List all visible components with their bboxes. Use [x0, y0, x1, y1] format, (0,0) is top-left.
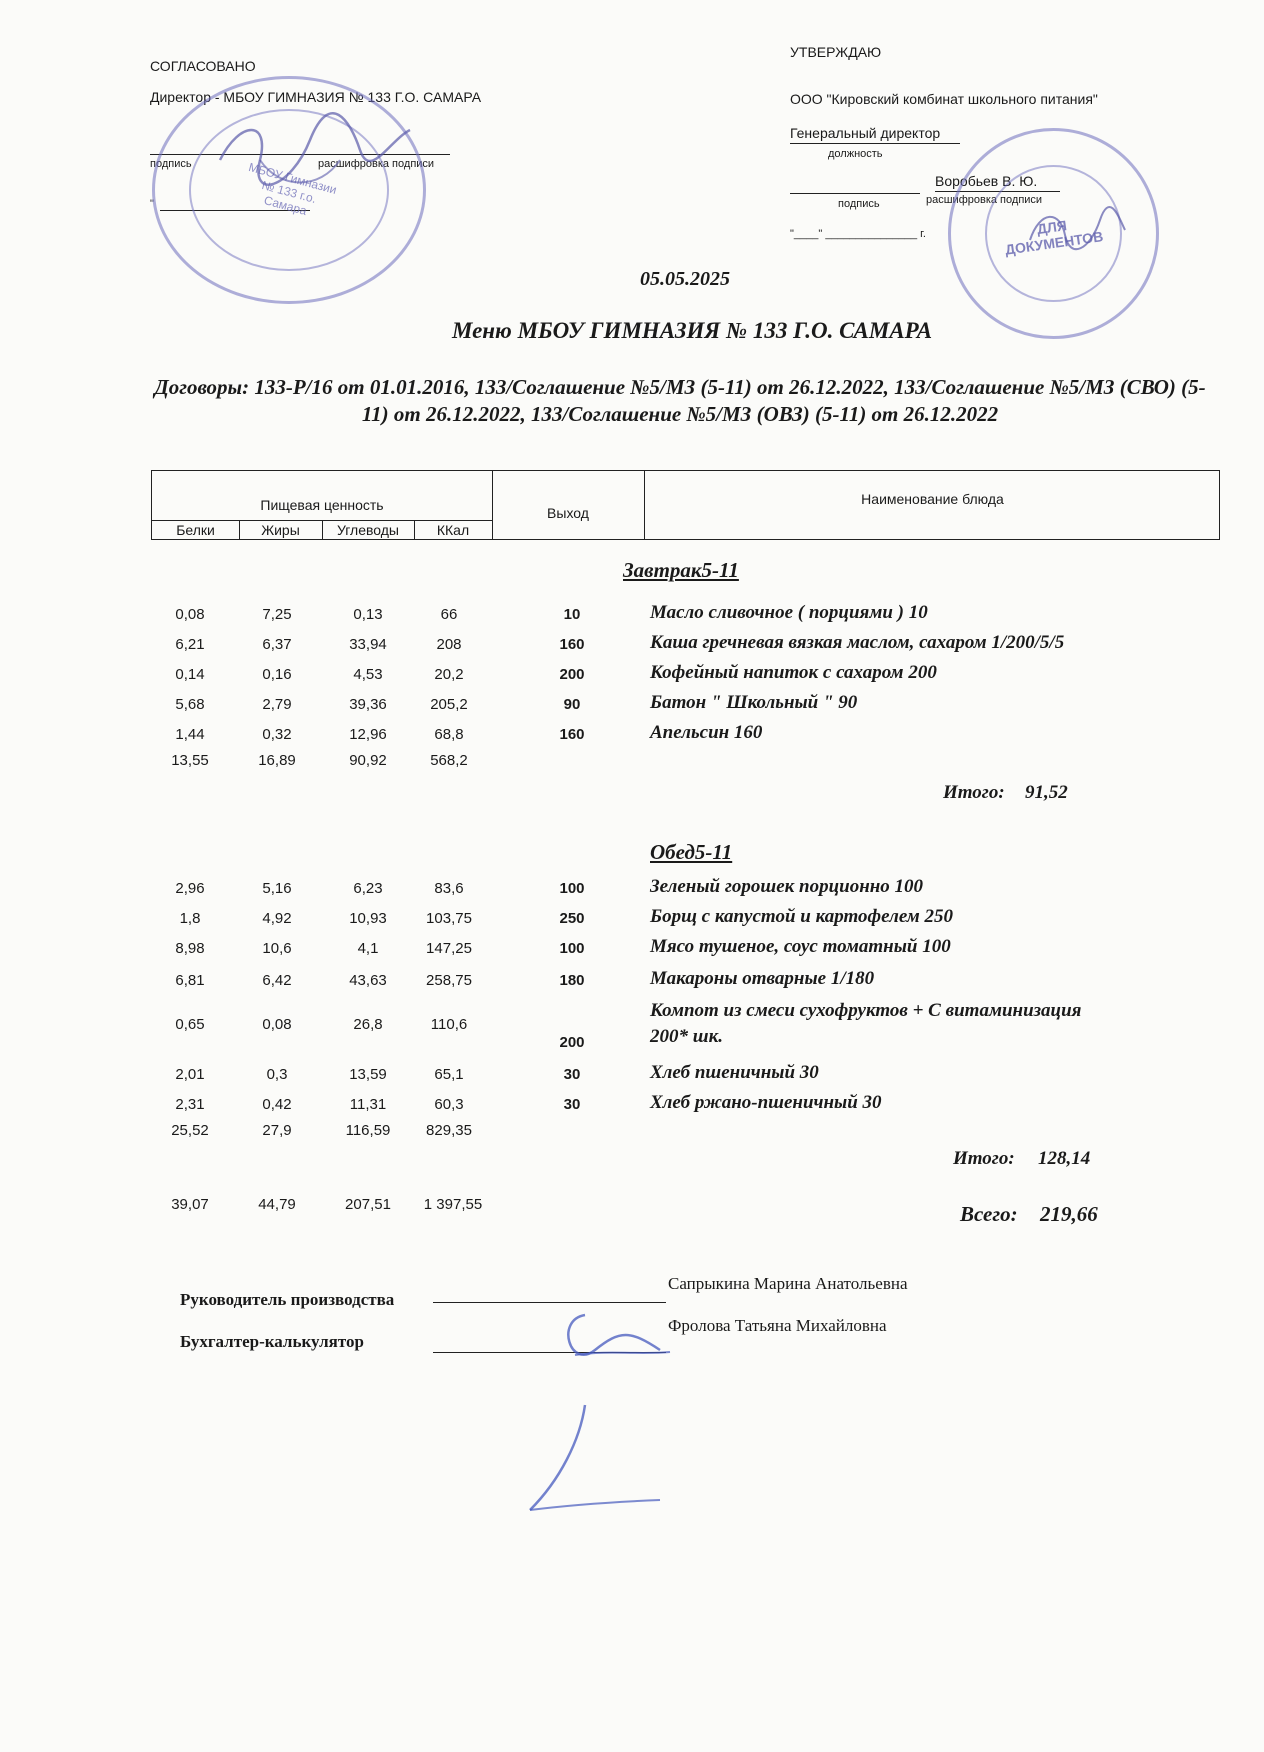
lunch-proteins-cell: 8,98	[175, 940, 205, 957]
lunch-sum-fats: 27,9	[262, 1122, 292, 1139]
menu-date: 05.05.2025	[640, 268, 730, 290]
lunch-carbs-cell: 13,59	[349, 1066, 387, 1083]
breakfast-carbs-cell: 0,13	[353, 606, 383, 623]
header-kcal: ККал	[436, 522, 470, 538]
breakfast-sum-fats: 16,89	[258, 752, 296, 769]
approval-right-position-line	[790, 143, 960, 144]
signature-role-accountant: Бухгалтер-калькулятор	[180, 1332, 364, 1351]
lunch-carbs-cell: 43,63	[349, 972, 387, 989]
breakfast-proteins-cell: 6,21	[175, 636, 205, 653]
breakfast-kcal-cell: 66	[440, 606, 458, 623]
approval-right-signature-line	[790, 193, 920, 194]
breakfast-dish-name: Каша гречневая вязкая маслом, сахаром 1/200/5/5	[650, 632, 1065, 653]
breakfast-proteins-cell: 1,44	[175, 726, 205, 743]
breakfast-output-cell: 90	[563, 696, 581, 713]
approval-right-heading: УТВЕРЖДАЮ	[790, 44, 882, 60]
menu-title: Меню МБОУ ГИМНАЗИЯ № 133 Г.О. САМАРА	[451, 318, 933, 343]
grand-total-label: Всего:	[960, 1202, 1018, 1226]
approval-left-decode-label: расшифровка подписи	[318, 158, 435, 170]
header-fats: Жиры	[261, 522, 300, 538]
lunch-kcal-cell: 60,3	[434, 1096, 464, 1113]
signature-line-production	[433, 1302, 666, 1303]
round-stamp-right-text: ДЛЯ ДОКУМЕНТОВ	[1004, 217, 1105, 258]
lunch-carbs-cell: 6,23	[353, 880, 383, 897]
breakfast-fats-cell: 2,79	[262, 696, 292, 713]
director-signature-right	[1020, 200, 1130, 260]
grand-sum-carbs: 207,51	[345, 1196, 391, 1213]
lunch-dish-name: Компот из смеси сухофруктов + С витаминизация	[650, 1000, 1082, 1021]
approval-right-date-line: "____" _______________ г.	[790, 228, 926, 240]
header-proteins: Белки	[176, 522, 215, 538]
grand-sum-fats: 44,79	[258, 1196, 296, 1213]
breakfast-output-cell: 200	[559, 666, 585, 683]
lunch-total-label: Итого:	[953, 1148, 1015, 1169]
breakfast-kcal-cell: 208	[436, 636, 462, 653]
header-nutrition: Пищевая ценность	[260, 497, 384, 513]
lunch-dish-name: Борщ с капустой и картофелем 250	[650, 906, 954, 927]
lunch-sum-carbs: 116,59	[345, 1122, 391, 1139]
lunch-output-cell: 100	[559, 880, 585, 897]
lunch-proteins-cell: 2,96	[175, 880, 205, 897]
lunch-kcal-cell: 258,75	[426, 972, 472, 989]
breakfast-fats-cell: 0,16	[262, 666, 292, 683]
lunch-output-cell: 180	[559, 972, 585, 989]
lunch-dish-name: Зеленый горошек порционно 100	[650, 876, 924, 897]
approval-left-sig-label: подпись	[150, 158, 192, 170]
breakfast-proteins-cell: 5,68	[175, 696, 205, 713]
lunch-carbs-cell: 11,31	[349, 1096, 387, 1113]
director-signature-left	[200, 100, 420, 210]
breakfast-output-cell: 160	[559, 636, 585, 653]
lunch-sum-proteins: 25,52	[171, 1122, 209, 1139]
breakfast-sum-proteins: 13,55	[171, 752, 209, 769]
lunch-fats-cell: 0,08	[262, 1016, 292, 1033]
lunch-title: Обед5-11	[650, 840, 733, 864]
table-header	[151, 470, 1220, 540]
approval-left-heading: СОГЛАСОВАНО	[150, 58, 256, 74]
lunch-output-cell: 250	[559, 910, 585, 927]
breakfast-kcal-cell: 68,8	[434, 726, 464, 743]
breakfast-kcal-cell: 20,2	[434, 666, 464, 683]
lunch-carbs-cell: 26,8	[353, 1016, 383, 1033]
approval-right-decode-label: расшифровка подписи	[926, 194, 1043, 206]
lunch-kcal-cell: 147,25	[426, 940, 472, 957]
lunch-output-cell: 100	[559, 940, 585, 957]
lunch-fats-cell: 4,92	[262, 910, 292, 927]
lunch-fats-cell: 6,42	[262, 972, 292, 989]
approval-left-date-quote: "	[150, 198, 154, 210]
lunch-output-cell: 200	[559, 1034, 585, 1051]
lunch-dish-name: Хлеб ржано-пшеничный 30	[650, 1092, 882, 1113]
breakfast-dish-name: Масло сливочное ( порциями ) 10	[650, 602, 928, 623]
breakfast-total-label: Итого:	[943, 782, 1005, 803]
breakfast-output-cell: 160	[559, 726, 585, 743]
breakfast-sum-kcal: 568,2	[430, 752, 468, 769]
approval-right-name: Воробьев В. Ю.	[935, 173, 1038, 189]
breakfast-output-cell: 10	[563, 606, 581, 623]
breakfast-proteins-cell: 0,14	[175, 666, 205, 683]
approval-right-position-label: должность	[828, 148, 883, 160]
lunch-sum-kcal: 829,35	[426, 1122, 472, 1139]
lunch-proteins-cell: 0,65	[175, 1016, 205, 1033]
lunch-output-cell: 30	[563, 1096, 581, 1113]
header-output: Выход	[547, 505, 589, 521]
approval-right-position: Генеральный директор	[790, 125, 941, 141]
lunch-kcal-cell: 103,75	[426, 910, 472, 927]
breakfast-proteins-cell: 0,08	[175, 606, 205, 623]
breakfast-dish-name: Батон " Школьный " 90	[650, 692, 858, 713]
header-dish: Наименование блюда	[861, 491, 1004, 507]
lunch-dish-name: Мясо тушеное, соус томатный 100	[650, 936, 951, 957]
signature-name-accountant: Фролова Татьяна Михайловна	[668, 1316, 887, 1335]
breakfast-fats-cell: 6,37	[262, 636, 292, 653]
lunch-kcal-cell: 65,1	[434, 1066, 464, 1083]
breakfast-carbs-cell: 4,53	[353, 666, 383, 683]
breakfast-fats-cell: 0,32	[262, 726, 292, 743]
accountant-handwritten-signature	[510, 1310, 680, 1520]
grand-total-value: 219,66	[1040, 1202, 1098, 1226]
lunch-carbs-cell: 10,93	[349, 910, 387, 927]
breakfast-sum-carbs: 90,92	[349, 752, 387, 769]
lunch-dish-name: Хлеб пшеничный 30	[650, 1062, 819, 1083]
lunch-proteins-cell: 6,81	[175, 972, 205, 989]
lunch-proteins-cell: 1,8	[179, 910, 201, 927]
lunch-fats-cell: 0,3	[266, 1066, 288, 1083]
lunch-kcal-cell: 83,6	[434, 880, 464, 897]
lunch-output-cell: 30	[563, 1066, 581, 1083]
lunch-fats-cell: 5,16	[262, 880, 292, 897]
lunch-proteins-cell: 2,01	[175, 1066, 205, 1083]
signature-role-production: Руководитель производства	[180, 1290, 395, 1309]
approval-right-company: ООО "Кировский комбинат школьного питания"	[790, 91, 1098, 107]
breakfast-fats-cell: 7,25	[262, 606, 292, 623]
lunch-dish-name-cont: 200* шк.	[650, 1026, 723, 1047]
header-carbs: Углеводы	[336, 522, 399, 538]
breakfast-title: Завтрак5-11	[623, 558, 739, 582]
lunch-kcal-cell: 110,6	[430, 1016, 468, 1033]
lunch-total-value: 128,14	[1038, 1148, 1091, 1169]
breakfast-dish-name: Апельсин 160	[650, 722, 763, 743]
breakfast-carbs-cell: 12,96	[349, 726, 387, 743]
lunch-fats-cell: 10,6	[262, 940, 292, 957]
breakfast-carbs-cell: 39,36	[349, 696, 387, 713]
breakfast-carbs-cell: 33,94	[349, 636, 387, 653]
approval-right-sig-label: подпись	[838, 198, 880, 210]
approval-left-director: Директор - МБОУ ГИМНАЗИЯ № 133 Г.О. САМАРА	[150, 89, 482, 105]
breakfast-total-value: 91,52	[1025, 782, 1068, 803]
breakfast-dish-name: Кофейный напиток с сахаром 200	[650, 662, 937, 683]
lunch-fats-cell: 0,42	[262, 1096, 292, 1113]
grand-sum-kcal: 1 397,55	[423, 1196, 483, 1213]
signature-name-production: Сапрыкина Марина Анатольевна	[668, 1274, 908, 1293]
lunch-carbs-cell: 4,1	[357, 940, 379, 957]
lunch-dish-name: Макароны отварные 1/180	[650, 968, 875, 989]
round-stamp-left-text: МБОУ Гимназии № 133 г.о. Самара	[247, 159, 339, 218]
contracts-text: Договоры: 133-Р/16 от 01.01.2016, 133/Соглашение №5/МЗ (5-11) от 26.12.2022, 133/Соглашение №5/МЗ (СВО) (5-11) от 26.12.2022, 133/Соглашение №5/МЗ (ОВЗ) (5-11) от 26.12.2022	[154, 375, 1206, 426]
lunch-proteins-cell: 2,31	[175, 1096, 205, 1113]
grand-sum-proteins: 39,07	[171, 1196, 209, 1213]
breakfast-kcal-cell: 205,2	[430, 696, 468, 713]
